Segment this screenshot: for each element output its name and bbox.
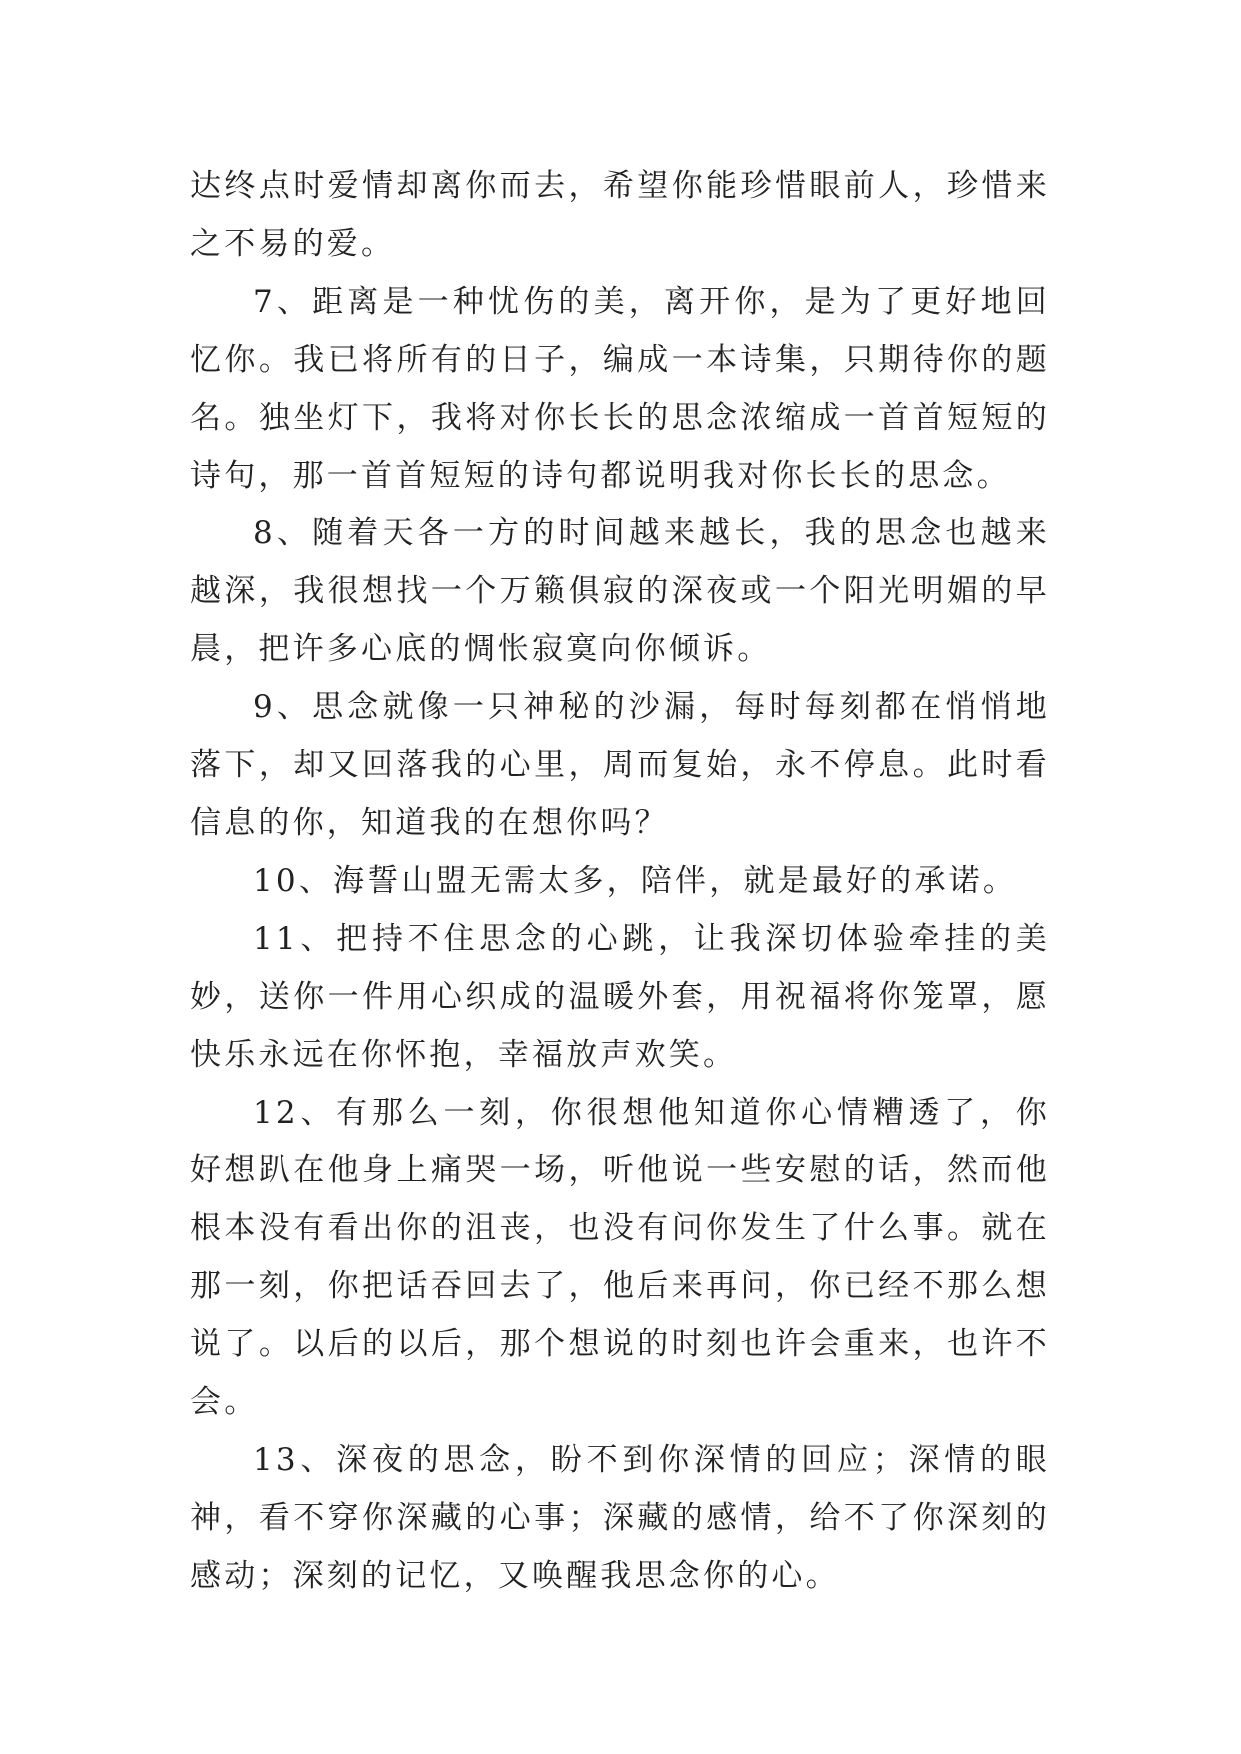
paragraph-item-10: 10、海誓山盟无需太多，陪伴，就是最好的承诺。: [253, 862, 1018, 899]
paragraph-item-12: 12、有那么一刻，你很想他知道你心情糟透了，你好想趴在他身上痛哭一场，听他说一些安慰的话，然而他根本没有看出你的沮丧，也没有问你发生了什么事。就在那一刻，你把话吞回去了，他后来再问，你已经不那么想说了。以后的以后，那个想说的时刻也许会重来，也许不会。: [190, 1094, 1050, 1421]
paragraph-item-7: 7、距离是一种忧伤的美，离开你，是为了更好地回忆你。我已将所有的日子，编成一本诗集，只期待你的题名。独坐灯下，我将对你长长的思念浓缩成一首首短短的诗句，那一首首短短的诗句都说明我对你长长的思念。: [190, 283, 1050, 494]
paragraph-item-9: 9、思念就像一只神秘的沙漏，每时每刻都在悄悄地落下，却又回落我的心里，周而复始，永不停息。此时看信息的你，知道我的在想你吗？: [190, 689, 1050, 841]
paragraph-item-11: 11、把持不住思念的心跳，让我深切体验牵挂的美妙，送你一件用心织成的温暖外套，用祝福将你笼罩，愿快乐永远在你怀抱，幸福放声欢笑。: [190, 920, 1050, 1073]
paragraph-item-13: 13、深夜的思念，盼不到你深情的回应；深情的眼神，看不穿你深藏的心事；深藏的感情，给不了你深刻的感动；深刻的记忆，又唤醒我思念你的心。: [190, 1441, 1050, 1594]
paragraph-item-8: 8、随着天各一方的时间越来越长，我的思念也越来越深，我很想找一个万籁俱寂的深夜或一个阳光明媚的早晨，把许多心底的惆怅寂寞向你倾诉。: [190, 515, 1050, 668]
body-text: [190, 158, 1050, 1606]
paragraph-continuation: 达终点时爱情却离你而去，希望你能珍惜眼前人，珍惜来之不易的爱。: [190, 168, 1050, 262]
